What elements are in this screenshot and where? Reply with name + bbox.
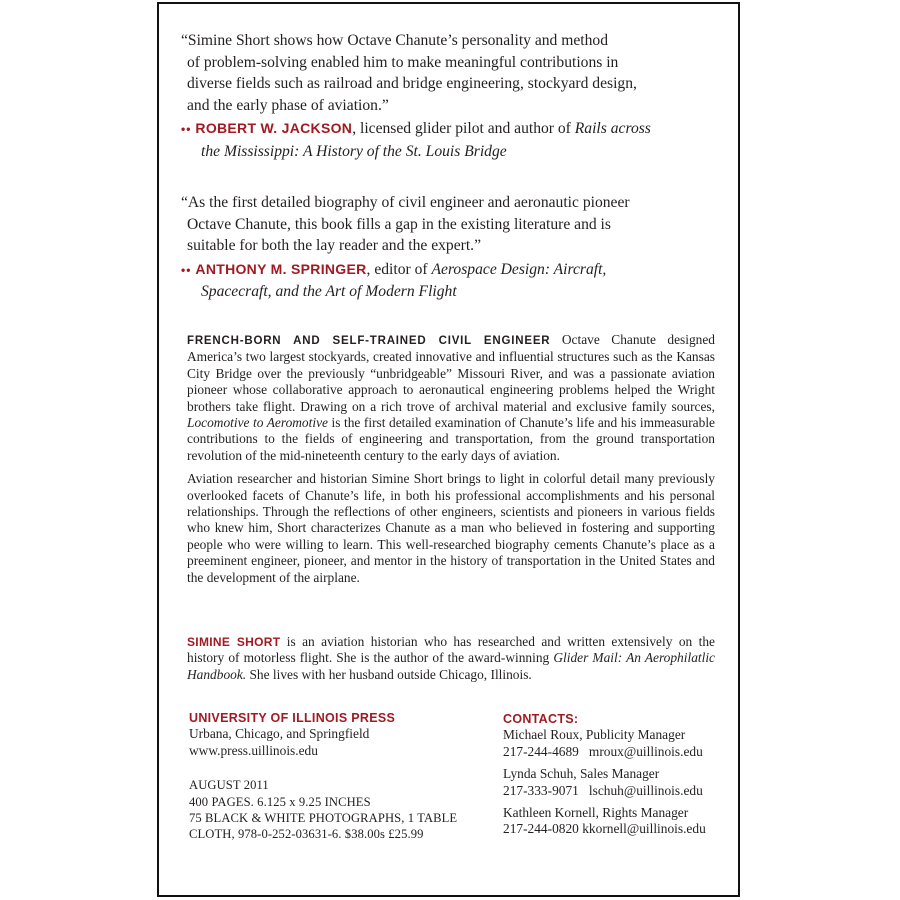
endorsement-quote-2 <box>181 192 721 303</box>
bullet-dots: •• <box>181 262 192 277</box>
contacts-header: CONTACTS: <box>503 712 579 726</box>
publisher-location: Urbana, Chicago, and Springfield <box>189 726 370 742</box>
contact-phone: 217-333-9071 <box>503 782 579 798</box>
quote-text: “As the first detailed biography of civil engineer and aeronautic pioneer Octave Chanute, this book fills a gap in the existing literature and is suitable for both the lay reader and the expert.” <box>181 194 630 254</box>
pub-date: AUGUST 2011 <box>189 778 269 793</box>
pub-illustrations: 75 BLACK & WHITE PHOTOGRAPHS, 1 TABLE <box>189 811 458 826</box>
author-bio: SIMINE SHORT is an aviation historian who has researched and written extensively on the history of motorless flight. She is the author of the award-winning Glider Mail: An Aerophilatlic Handbook. She lives with her husband outside Chicago, Illinois. <box>187 634 715 682</box>
endorser-name: ANTHONY M. SPRINGER <box>195 260 367 277</box>
contact-3: Kathleen Kornell, Rights Manager 217-244-0820 kkornell@uillinois.edu <box>503 805 706 837</box>
pub-pages: 400 PAGES. 6.125 x 9.25 INCHES <box>189 794 371 809</box>
publisher-name: UNIVERSITY OF ILLINOIS PRESS <box>189 711 396 725</box>
bullet-dots: •• <box>181 122 192 136</box>
contact-phone: 217-244-0820 <box>503 821 579 837</box>
book-description <box>187 332 715 586</box>
quote-attribution: •• ANTHONY M. SPRINGER, editor of Aerospace Design: Aircraft, Spacecraft, and the Art of Modern Flight <box>181 260 607 300</box>
pub-price: CLOTH, 978-0-252-03631-6. $38.00s £25.99 <box>189 827 424 842</box>
description-lead: FRENCH-BORN AND SELF-TRAINED CIVIL ENGINEER <box>187 335 551 347</box>
contact-2: Lynda Schuh, Sales Manager 217-333-9071 lschuh@uillinois.edu <box>503 766 703 798</box>
quote-text: “Simine Short shows how Octave Chanute’s personality and method of problem-solving enabled him to make meaningful contributions in diverse fields such as railroad and bridge engineering, stockyard design, and the early phase of aviation.” <box>181 32 637 114</box>
endorser-name: ROBERT W. JACKSON <box>195 120 353 136</box>
publisher-website[interactable]: www.press.uillinois.edu <box>189 742 318 758</box>
quote-attribution: •• ROBERT W. JACKSON, licensed glider pilot and author of Rails across the Mississippi: A History of the St. Louis Bridge <box>181 120 651 160</box>
book-title: Locomotive to Aeromotive <box>187 415 328 431</box>
author-name: SIMINE SHORT <box>187 635 281 649</box>
contact-phone: 217-244-4689 <box>503 743 579 759</box>
endorsement-quote-1 <box>181 30 721 162</box>
back-cover-page <box>157 2 740 897</box>
publisher-info <box>189 710 457 843</box>
description-paragraph-1: FRENCH-BORN AND SELF-TRAINED CIVIL ENGINEER Octave Chanute designed America’s two largest stockyards, created innovative and influential structures such as the Kansas City Bridge over the previously “unbridgeable” Missouri River, and was a passionate aviation pioneer whose collaborative approach to aeronautical engineering problems helped the Wright brothers take flight. Drawing on a rich trove of archival material and exclusive family sources, Locomotive to Aeromotive is the first detailed examination of Chanute’s life and his immeasurable contributions to the fields of engineering and transportation, from the ground transportation revolution of the mid-nineteenth century to the early days of aviation. <box>187 332 715 463</box>
contact-email[interactable]: lschuh@uillinois.edu <box>588 782 703 798</box>
description-paragraph-2: Aviation researcher and historian Simine Short brings to light in colorful detail many previously overlooked facets of Chanute’s life, in both his professional accomplishments and his personal relationships. Through the reflections of other engineers, scientists and pioneers in various fields who knew him, Short characterizes Chanute as a man who believed in fostering and supporting people who were willing to learn. This well-researched biography cements Chanute’s place as a preeminent engineer, pioneer, and mentor in the history of transportation in the United States and the development of the airplane. <box>187 471 715 585</box>
contact-1: Michael Roux, Publicity Manager 217-244-4689 mroux@uillinois.edu <box>503 727 703 759</box>
contact-email[interactable]: mroux@uillinois.edu <box>588 743 703 759</box>
contact-email[interactable]: kkornell@uillinois.edu <box>582 821 706 837</box>
contacts <box>503 711 706 838</box>
